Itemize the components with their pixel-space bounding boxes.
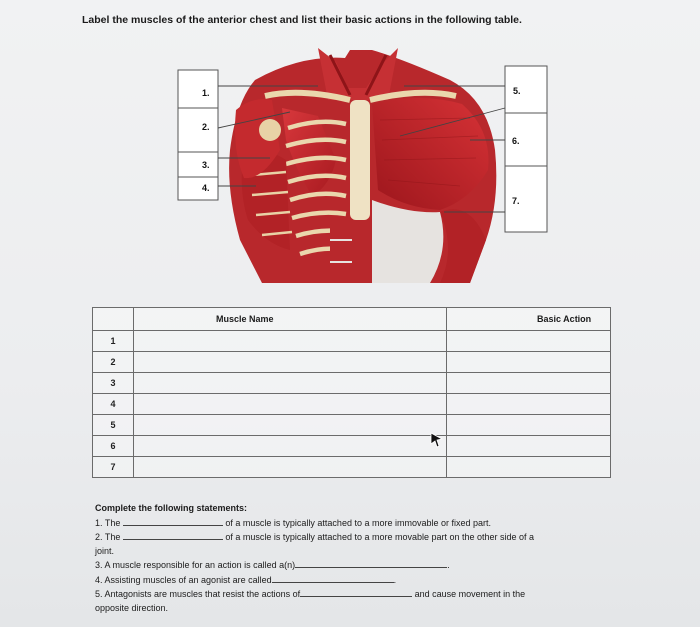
table-row	[93, 331, 611, 352]
figure-label-7: 7.	[512, 196, 520, 206]
basic-action-cell[interactable]	[447, 394, 611, 415]
table-row	[93, 436, 611, 457]
table-row	[93, 415, 611, 436]
muscle-name-cell[interactable]	[134, 394, 447, 415]
statement-5-end: and cause movement in the	[414, 589, 526, 599]
basic-action-cell[interactable]	[447, 352, 611, 373]
right-label-box	[505, 66, 547, 232]
statement-2-start: 2. The	[95, 532, 121, 542]
muscle-name-cell[interactable]	[134, 373, 447, 394]
table-header-row	[93, 308, 611, 331]
statement-5	[95, 587, 534, 602]
basic-action-cell[interactable]	[447, 331, 611, 352]
table-row	[93, 352, 611, 373]
muscle-name-cell[interactable]	[134, 457, 447, 478]
statements-heading: Complete the following statements:	[95, 503, 248, 513]
row-number: 1	[93, 331, 134, 352]
statement-2-continued: joint.	[95, 545, 115, 556]
row-number: 6	[93, 436, 134, 457]
rectus-abdominis	[330, 220, 352, 283]
table-row	[93, 394, 611, 415]
basic-action-cell[interactable]	[447, 436, 611, 457]
statement-1-end: of a muscle is typically attached to a more immovable or fixed part.	[225, 517, 492, 528]
statement-2	[95, 530, 534, 545]
statement-2-end: of a muscle is typically attached to a more movable part on the other side of a	[225, 532, 535, 542]
table-row	[93, 373, 611, 394]
basic-action-cell[interactable]	[447, 415, 611, 436]
row-number: 5	[93, 415, 134, 436]
row-number: 4	[93, 394, 134, 415]
row-number: 2	[93, 352, 134, 373]
header-basic-action: Basic Action	[447, 308, 611, 331]
header-number	[93, 308, 134, 331]
statement-3-end: .	[447, 560, 450, 570]
table-row	[93, 457, 611, 478]
figure-label-6: 6.	[512, 136, 520, 146]
header-muscle-name: Muscle Name	[134, 308, 447, 331]
shoulder-joint	[259, 119, 281, 141]
figure-label-4: 4.	[202, 183, 210, 193]
statement-4-end: .	[393, 574, 397, 585]
statement-1	[95, 516, 534, 531]
muscle-name-cell[interactable]	[134, 436, 447, 457]
statement-4	[95, 573, 534, 588]
muscle-table	[92, 307, 611, 478]
statement-3-blank[interactable]	[295, 558, 447, 568]
fill-in-statements	[95, 502, 534, 615]
left-label-box	[178, 70, 218, 200]
mouse-pointer-icon	[430, 432, 444, 448]
statement-5-blank[interactable]	[300, 587, 412, 597]
figure-label-3: 3.	[202, 160, 210, 170]
statement-4-start: 4. Assisting muscles of an agonist are called	[95, 574, 272, 585]
muscle-name-cell[interactable]	[134, 415, 447, 436]
basic-action-cell[interactable]	[447, 373, 611, 394]
statement-3-start: 3. A muscle responsible for an action is called a(n)	[95, 560, 296, 570]
figure-label-1: 1.	[202, 88, 210, 98]
anterior-chest-illustration	[0, 0, 700, 300]
muscle-name-cell[interactable]	[134, 331, 447, 352]
abdominal-fascia	[372, 200, 443, 283]
statement-5-start: 5. Antagonists are muscles that resist the actions of	[95, 589, 301, 599]
statement-3	[95, 558, 534, 573]
row-number: 3	[93, 373, 134, 394]
sternum	[350, 100, 370, 220]
row-number: 7	[93, 457, 134, 478]
muscle-name-cell[interactable]	[134, 352, 447, 373]
statement-1-blank[interactable]	[123, 516, 223, 526]
basic-action-cell[interactable]	[447, 457, 611, 478]
figure-label-5: 5.	[513, 86, 521, 96]
statement-1-start: 1. The	[95, 517, 121, 528]
figure-label-2: 2.	[202, 122, 210, 132]
statement-5-continued: opposite direction.	[95, 602, 169, 613]
statement-4-blank[interactable]	[272, 573, 394, 583]
page-title: Label the muscles of the anterior chest and list their basic actions in the following table.	[82, 14, 522, 26]
statement-2-blank[interactable]	[123, 530, 223, 540]
